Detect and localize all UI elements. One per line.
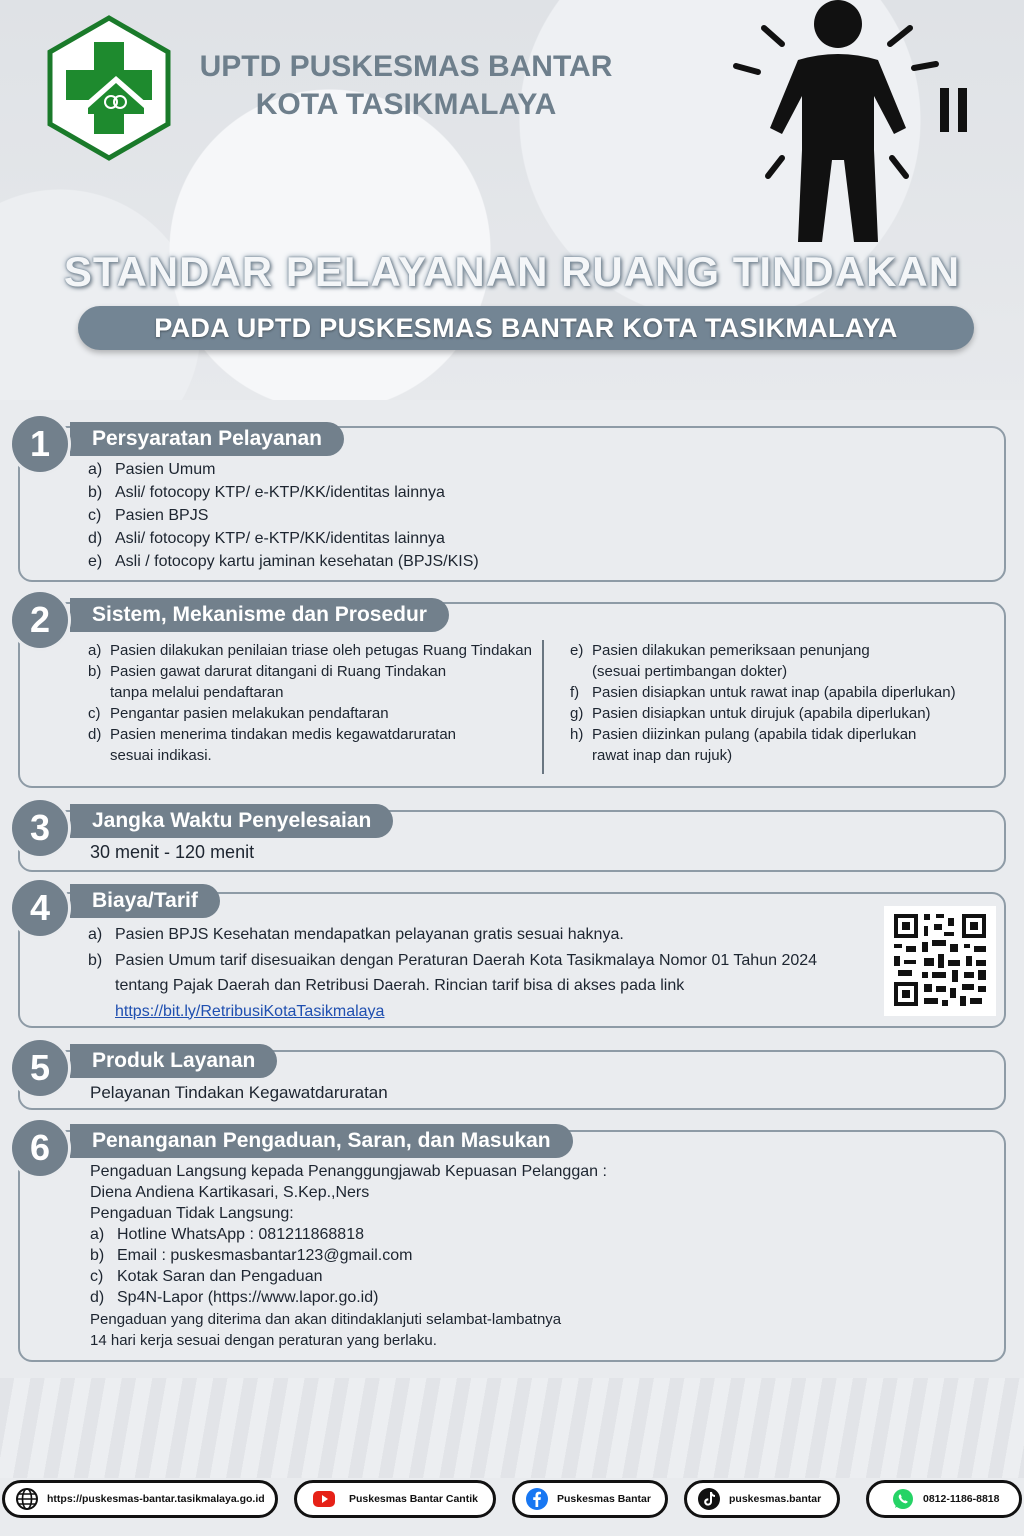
section-product xyxy=(18,1040,1006,1114)
list-item: a) Pasien Umum xyxy=(88,461,216,478)
list-item: d) Sp4N-Lapor (https://www.lapor.go.id) xyxy=(90,1289,379,1306)
list-item: d) Pasien menerima tindakan medis kegawatdaruratan xyxy=(88,726,457,743)
complaints-intro-line: Pengaduan Langsung kepada Penanggungjawab Kepuasan Pelanggan : xyxy=(90,1163,607,1180)
procedure-list-right xyxy=(570,640,956,766)
qr-code-icon[interactable] xyxy=(884,906,996,1016)
section-number: 1 xyxy=(12,416,68,472)
person-pain-icon xyxy=(728,0,978,250)
list-item: rawat inap dan rujuk) xyxy=(592,747,733,764)
list-item: a) Pasien BPJS Kesehatan mendapatkan pelayanan gratis sesuai haknya. xyxy=(88,926,624,943)
section-number: 6 xyxy=(12,1120,68,1176)
section-title: Jangka Waktu Penyelesaian xyxy=(70,804,393,838)
section-number: 3 xyxy=(12,800,68,856)
youtube-icon xyxy=(307,1487,341,1511)
complaints-intro-line: Diena Andiena Kartikasari, S.Kep.,Ners xyxy=(90,1184,370,1201)
footer-whatsapp-link[interactable] xyxy=(866,1480,1022,1518)
list-item: c) Pasien BPJS xyxy=(88,507,209,524)
section-number: 2 xyxy=(12,592,68,648)
section-number: 5 xyxy=(12,1040,68,1096)
section-duration xyxy=(18,800,1006,876)
section-number: 4 xyxy=(12,880,68,936)
list-item: b) Pasien Umum tarif disesuaikan dengan Peraturan Daerah Kota Tasikmalaya Nomor 01 Tahun 2024 xyxy=(88,951,818,969)
facebook-icon xyxy=(525,1487,549,1511)
cost-list xyxy=(88,922,817,1024)
footer-youtube-link[interactable] xyxy=(294,1480,496,1518)
procedure-list-left xyxy=(88,640,532,766)
section-title: Penanganan Pengaduan, Saran, dan Masukan xyxy=(70,1124,573,1158)
footer-facebook-link[interactable] xyxy=(512,1480,668,1518)
list-item: c) Pengantar pasien melakukan pendaftaran xyxy=(88,705,389,722)
page-title: STANDAR PELAYANAN RUANG TINDAKAN xyxy=(63,248,961,295)
list-item: b) Pasien gawat darurat ditangani di Ruang Tindakan xyxy=(88,663,447,680)
footer-website-link[interactable] xyxy=(2,1480,278,1518)
requirements-list xyxy=(88,458,479,573)
section-procedure xyxy=(18,592,1006,790)
list-item: g) Pasien disiapkan untuk dirujuk (apabila diperlukan) xyxy=(570,705,931,722)
list-item: e) Asli / fotocopy kartu jaminan kesehatan (BPJS/KIS) xyxy=(88,553,479,570)
section-complaints xyxy=(18,1120,1006,1366)
globe-icon xyxy=(15,1487,39,1511)
footer-label: Puskesmas Bantar Cantik xyxy=(349,1493,478,1505)
footer-label: puskesmas.bantar xyxy=(729,1493,822,1505)
product-text: Pelayanan Tindakan Kegawatdaruratan xyxy=(90,1083,388,1102)
section-cost xyxy=(18,880,1006,1030)
list-item: h) Pasien diizinkan pulang (apabila tidak diperlukan xyxy=(570,726,917,743)
footer-label: 0812-1186-8818 xyxy=(923,1493,1000,1505)
list-item: tentang Pajak Daerah dan Retribusi Daerah. Rincian tarif bisa di akses pada link xyxy=(115,977,685,994)
org-name-line2: KOTA TASIKMALAYA xyxy=(255,88,557,121)
section-title: Sistem, Mekanisme dan Prosedur xyxy=(70,598,449,632)
footer-tiktok-link[interactable] xyxy=(684,1480,840,1518)
duration-text: 30 menit - 120 menit xyxy=(90,842,255,862)
footer-label: Puskesmas Bantar xyxy=(557,1493,651,1505)
list-item: f) Pasien disiapkan untuk rawat inap (apabila diperlukan) xyxy=(570,684,956,701)
section-title: Persyaratan Pelayanan xyxy=(70,422,344,456)
hero-banner xyxy=(0,0,1024,400)
complaints-outro-line: Pengaduan yang diterima dan akan ditindaklanjuti selambat-lambatnya xyxy=(90,1311,562,1328)
section-title: Produk Layanan xyxy=(70,1044,277,1078)
list-item: c) Kotak Saran dan Pengaduan xyxy=(90,1268,323,1285)
section-requirements xyxy=(18,416,1006,586)
list-item: tanpa melalui pendaftaran xyxy=(110,684,284,701)
list-item: sesuai indikasi. xyxy=(110,747,212,764)
list-item: a) Hotline WhatsApp : 081211868818 xyxy=(90,1226,364,1243)
list-item: (sesuai pertimbangan dokter) xyxy=(592,663,788,680)
list-item: a) Pasien dilakukan penilaian triase oleh petugas Ruang Tindakan xyxy=(88,642,532,659)
tiktok-icon xyxy=(697,1487,721,1511)
complaints-outro xyxy=(90,1309,561,1351)
section-title: Biaya/Tarif xyxy=(70,884,220,918)
complaints-intro xyxy=(90,1161,607,1224)
list-item: d) Asli/ fotocopy KTP/ e-KTP/KK/identitas lainnya xyxy=(88,530,445,547)
list-item: b) Asli/ fotocopy KTP/ e-KTP/KK/identitas lainnya xyxy=(88,484,445,501)
complaints-intro-line: Pengaduan Tidak Langsung: xyxy=(90,1205,294,1222)
list-item: e) Pasien dilakukan pemeriksaan penunjang xyxy=(570,642,870,659)
org-name-line1: UPTD PUSKESMAS BANTAR xyxy=(199,50,613,83)
puskesmas-logo-icon xyxy=(44,14,174,162)
list-item xyxy=(88,999,817,1025)
decorative-stripes xyxy=(0,1378,1024,1478)
retribusi-link[interactable]: https://bit.ly/RetribusiKotaTasikmalaya xyxy=(115,1002,385,1020)
whatsapp-icon xyxy=(891,1487,915,1511)
footer-label: https://puskesmas-bantar.tasikmalaya.go.id xyxy=(47,1493,265,1505)
page-subtitle: PADA UPTD PUSKESMAS BANTAR KOTA TASIKMALAYA xyxy=(78,306,974,350)
complaint-channels-list xyxy=(90,1224,412,1308)
organization-name xyxy=(196,48,616,124)
list-item: b) Email : puskesmasbantar123@gmail.com xyxy=(90,1247,413,1264)
complaints-outro-line: 14 hari kerja sesuai dengan peraturan yang berlaku. xyxy=(90,1332,437,1349)
column-divider xyxy=(542,640,544,774)
